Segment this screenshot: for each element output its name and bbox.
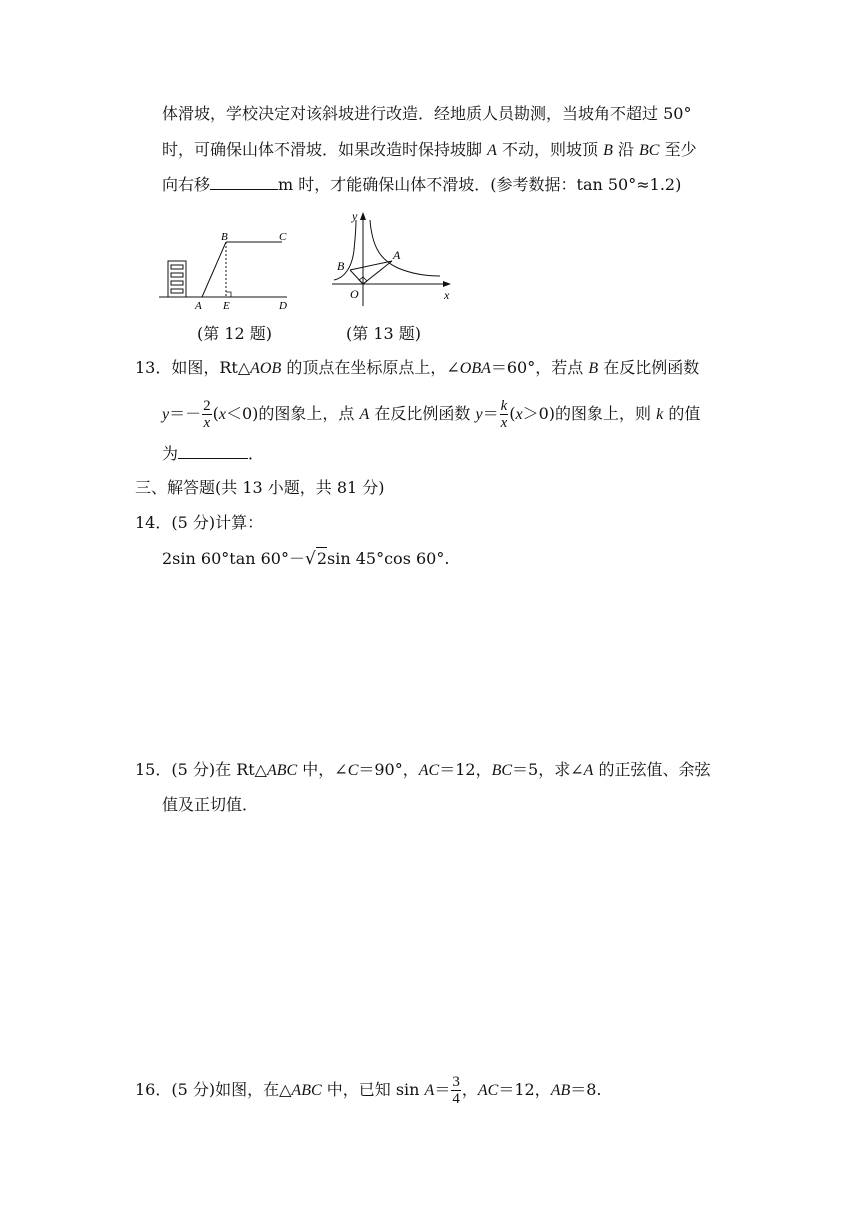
caption-13: (第 13 题) — [346, 324, 422, 343]
slope-ab — [202, 242, 226, 297]
answer-blank — [178, 458, 248, 459]
label-a: A — [393, 248, 401, 262]
q14-expression: 2sin 60°tan 60°－√2sin 45°cos 60°. — [162, 549, 450, 569]
figure-12 — [155, 228, 295, 318]
q13-line-2: y＝－ $\frac{2}{x}$ (x＜0)的图象上，点 A 在反比例函数 y＝ $\frac{k}{x}$ (x＞0)的图象上，则 k 的值 — [162, 398, 701, 431]
answer-blank — [210, 189, 278, 190]
q15-line-2: 值及正切值． — [162, 795, 259, 814]
q12-line-2: 时，可确保山体不滑坡．如果改造时保持坡脚 A 不动，则坡顶 B 沿 BC 至少 — [162, 140, 697, 159]
label-b: B — [221, 231, 228, 243]
building-icon — [168, 261, 186, 297]
fraction-k-over-x: $\frac{k}{x}$ — [500, 398, 508, 431]
caption-12: (第 12 题) — [197, 324, 273, 343]
x-arrow-icon — [443, 281, 451, 287]
q13-line-1: 13．如图，Rt△AOB 的顶点在坐标原点上，∠OBA＝60°，若点 B 在反比例函数 — [135, 358, 700, 377]
y-arrow-icon — [360, 212, 366, 220]
curve-right — [370, 220, 440, 276]
q12-line-1: 体滑坡，学校决定对该斜坡进行改造．经地质人员勘测，当坡角不超过 50° — [162, 104, 692, 123]
label-e: E — [223, 300, 230, 312]
q16-line: 16．(5 分)如图，在△ABC 中，已知 sin A＝ $\frac{3}{4}$ ，AC＝12，AB＝8. — [135, 1074, 602, 1107]
label-y: y — [352, 209, 358, 223]
fraction-3-over-4: $\frac{3}{4}$ — [452, 1074, 460, 1107]
label-a: A — [195, 300, 202, 312]
label-c: C — [279, 231, 287, 243]
q15-line-1: 15．(5 分)在 Rt△ABC 中，∠C＝90°，AC＝12，BC＝5，求∠A 的正弦值、余弦 — [135, 760, 711, 779]
label-d: D — [279, 300, 287, 312]
label-b: B — [337, 259, 345, 273]
q13-line-3: 为 ． — [162, 444, 265, 463]
label-o: O — [350, 287, 359, 301]
right-angle-mark — [226, 292, 231, 297]
label-x: x — [444, 288, 450, 302]
q14-title: 14．(5 分)计算： — [135, 513, 264, 532]
q12-line-3: 向右移 m 时，才能确保山体不滑坡．(参考数据：tan 50°≈1.2) — [162, 175, 682, 194]
section-heading: 三、解答题(共 13 小题，共 81 分) — [135, 478, 385, 497]
fraction-2-over-x: $\frac{2}{x}$ — [203, 398, 211, 431]
figure-13 — [328, 206, 456, 310]
